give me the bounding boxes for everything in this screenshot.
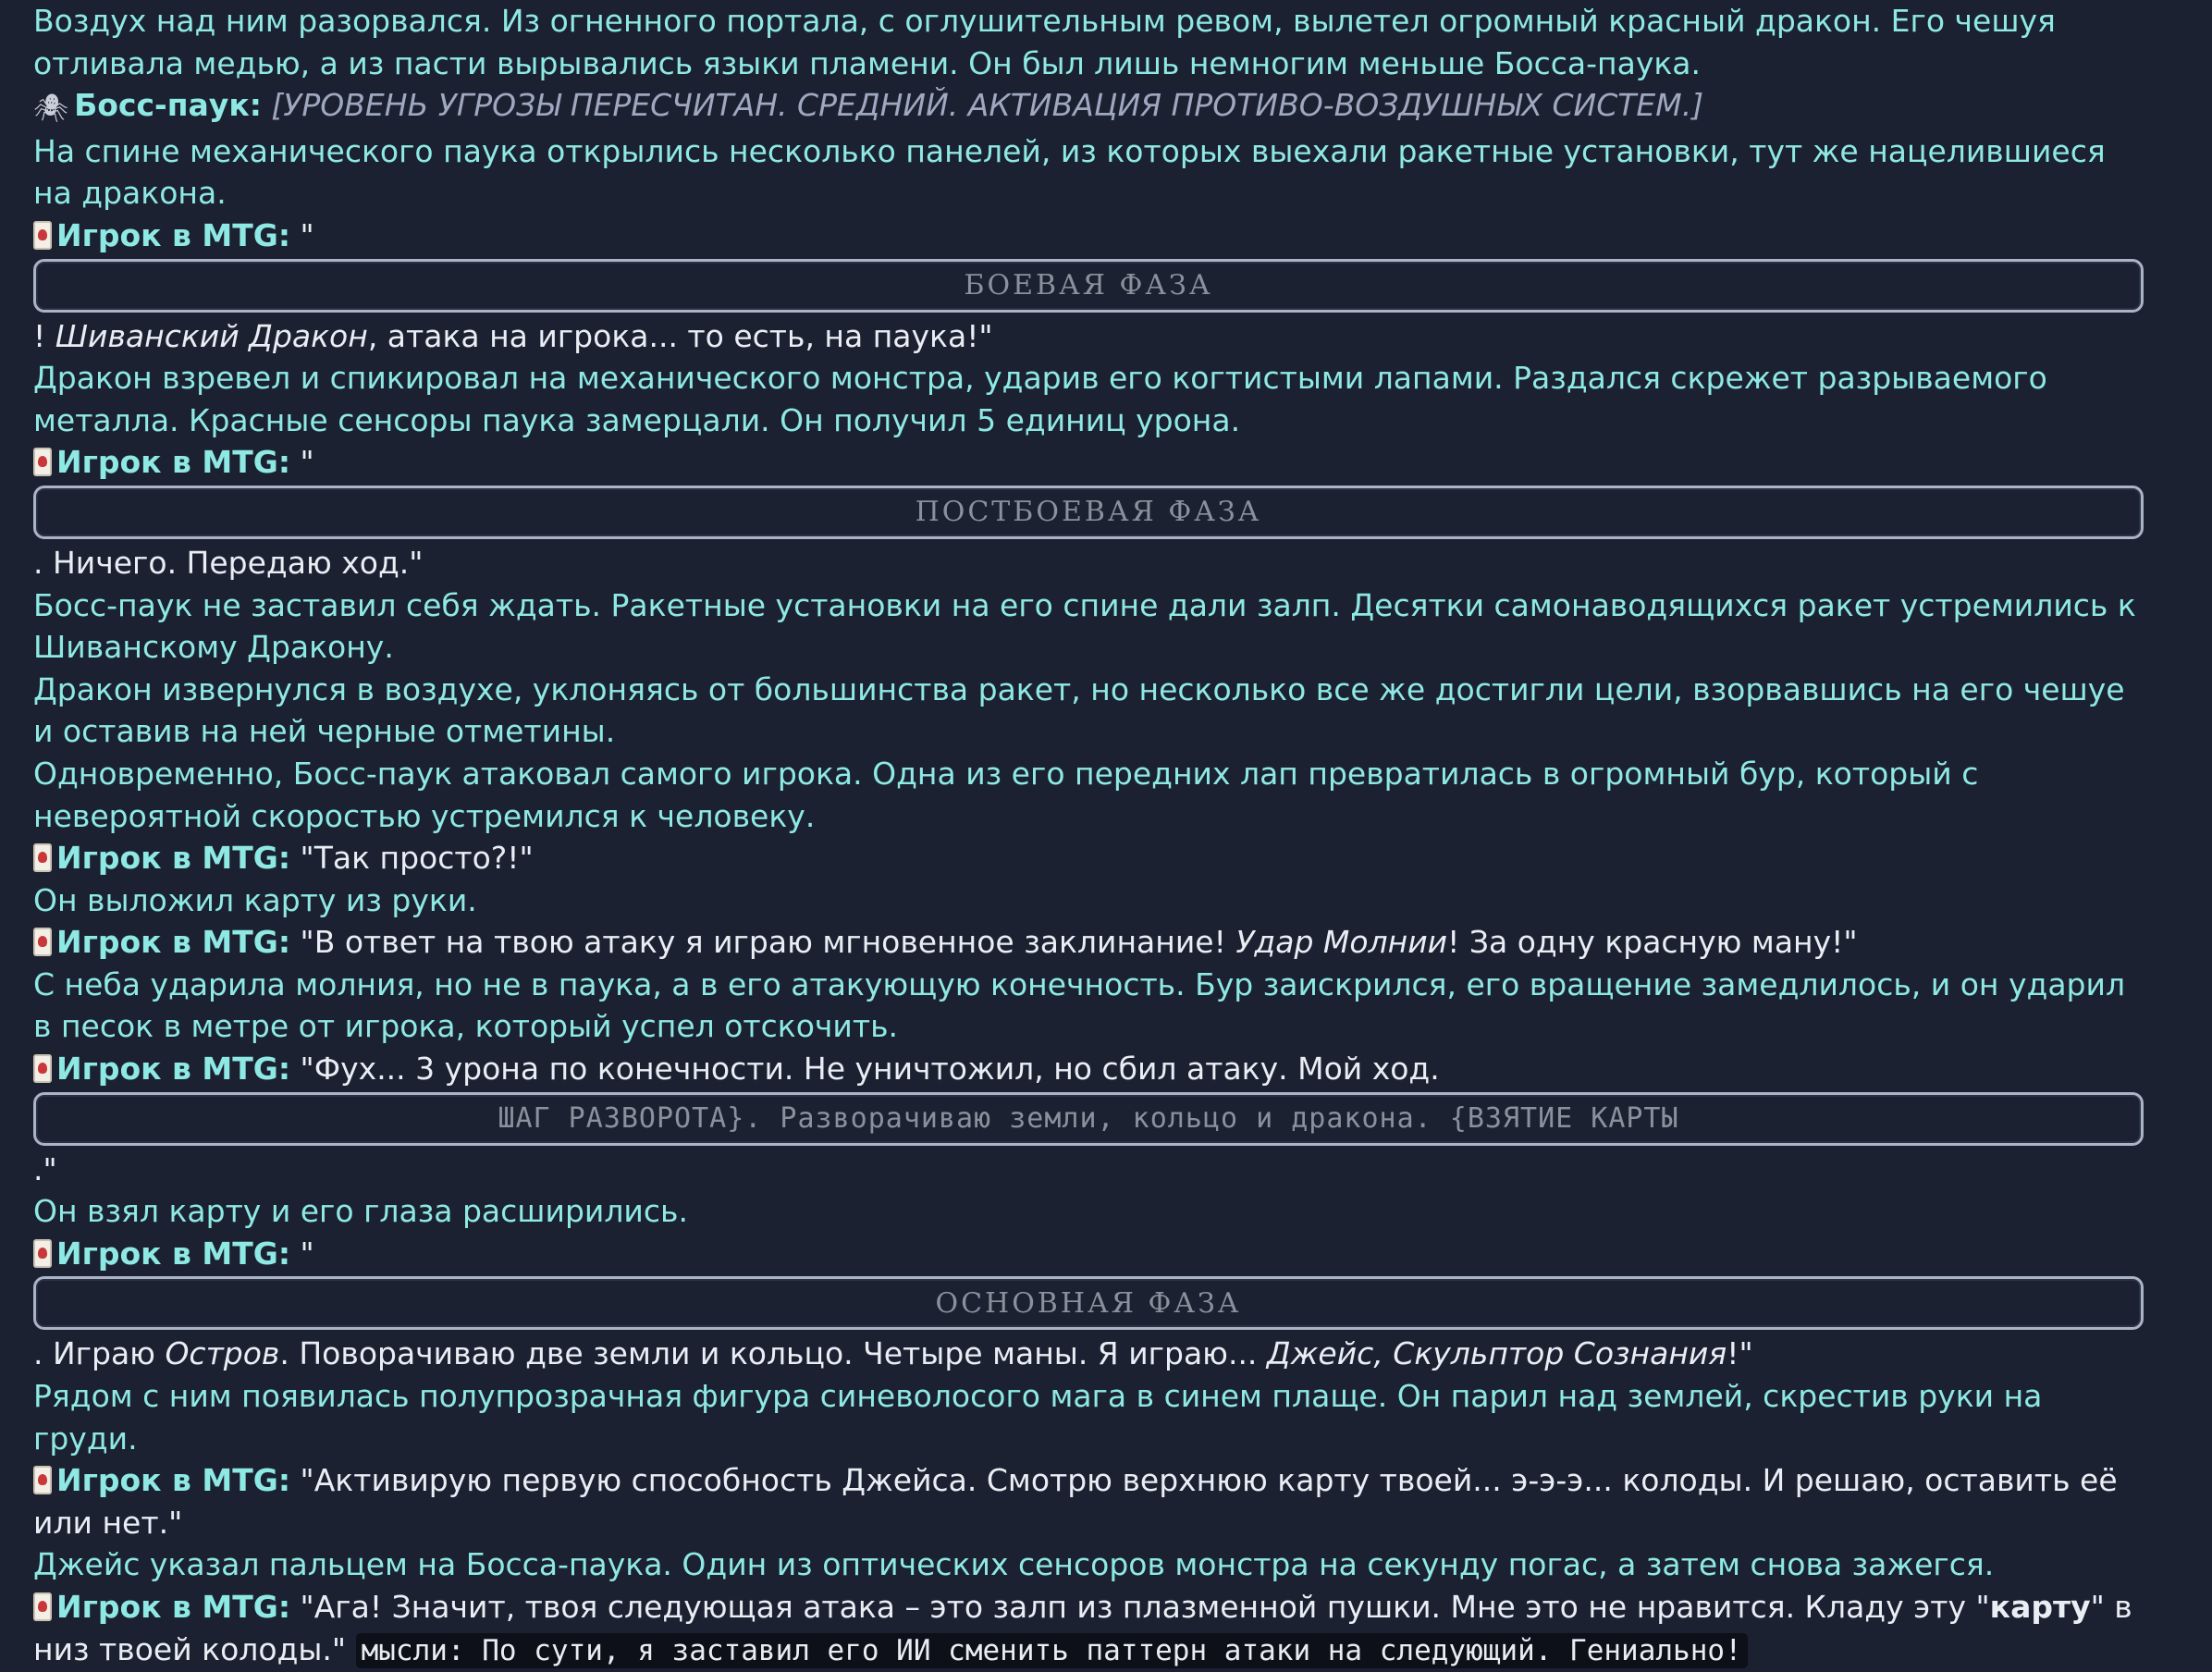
phase-box: ШАГ РАЗВОРОТА}. Разворачиваю земли, кольцо и дракона. {ВЗЯТИЕ КАРТЫ bbox=[33, 1092, 2144, 1146]
narration-line: Босс-паук не заставил себя ждать. Ракетные установки на его спине дали залп. Десятки самонаводящихся ракет устремились к Шиванскому Дракону. bbox=[33, 586, 2136, 666]
speaker-name: Игрок в MTG: bbox=[56, 840, 291, 877]
narration-line: С неба ударила молния, но не в паука, а в его атакующую конечность. Бур заискрился, его вращение замедлилось, и он ударил в песок в метре от игрока, который успел отскочить. bbox=[33, 965, 2126, 1045]
speaker-name: Игрок в MTG: bbox=[56, 216, 291, 253]
speaker-name: Босс-паук: bbox=[74, 87, 262, 124]
narration-line: Он взял карту и его глаза расширились. bbox=[33, 1193, 688, 1230]
speaker-name: Игрок в MTG: bbox=[56, 1462, 291, 1499]
narration-line: Он выложил карту из руки. bbox=[33, 881, 477, 918]
boss-message bbox=[33, 84, 2151, 130]
playing-card-icon bbox=[33, 1466, 52, 1494]
playing-card-icon bbox=[33, 1239, 52, 1268]
player-message: Игрок в MTG: "Активирую первую способность Джейса. Смотрю верхнюю карту твоей... э-э-э... колоды. И решаю, оставить её или нет." bbox=[33, 1462, 2118, 1541]
phase-box: БОЕВАЯ ФАЗА bbox=[33, 259, 2144, 313]
player-message: Игрок в MTG: "Ага! Значит, твоя следующая атака – это залп из плазменной пушки. Мне это не нравится. Кладу эту "карту" в низ твоей колоды." мысли: По сути, я заставил его ИИ сменить паттерн атаки на следующий. Гениально! bbox=[33, 1589, 2132, 1667]
player-message: Игрок в MTG: "Так просто?!" bbox=[33, 837, 2151, 879]
phase-box: ОСНОВНАЯ ФАЗА bbox=[33, 1276, 2144, 1330]
spider-icon: 🕷 bbox=[33, 92, 69, 126]
dialogue-line: . Ничего. Передаю ход." bbox=[33, 544, 424, 581]
playing-card-icon bbox=[33, 221, 52, 250]
dialogue-line: ." bbox=[33, 1150, 57, 1187]
playing-card-icon bbox=[33, 1054, 52, 1083]
player-message: Игрок в MTG: " bbox=[33, 215, 2151, 257]
player-message: Игрок в MTG: " bbox=[33, 1233, 2151, 1275]
playing-card-icon bbox=[33, 1592, 52, 1621]
player-message: Игрок в MTG: "Фух... 3 урона по конечности. Не уничтожил, но сбил атаку. Мой ход. bbox=[33, 1048, 2151, 1090]
narration-line: Дракон взревел и спикировал на механического монстра, ударив его когтистыми лапами. Раздался скрежет разрываемого металла. Красные сенсоры паука замерцали. Он получил 5 единиц урона. bbox=[33, 360, 2047, 438]
dialogue-line: . Играю Остров. Поворачиваю две земли и кольцо. Четыре маны. Я играю... Джейс, Скульптор Сознания!" bbox=[33, 1335, 1753, 1372]
playing-card-icon bbox=[33, 448, 52, 476]
dialogue-line: ! Шиванский Дракон, атака на игрока... то есть, на паука!" bbox=[33, 317, 993, 354]
speaker-name: Игрок в MTG: bbox=[56, 924, 291, 961]
speaker-name: Игрок в MTG: bbox=[56, 1235, 291, 1272]
narration-line: На спине механического паука открылись несколько панелей, из которых выехали ракетные установки, тут же нацелившиеся на дракона. bbox=[33, 132, 2106, 212]
playing-card-icon bbox=[33, 843, 52, 872]
speaker-name: Игрок в MTG: bbox=[56, 1051, 291, 1088]
phase-box: ПОСТБОЕВАЯ ФАЗА bbox=[33, 486, 2144, 539]
narration-line: Джейс указал пальцем на Босса-паука. Один из оптических сенсоров монстра на секунду погас, а затем снова зажегся. bbox=[33, 1546, 1995, 1583]
thought-code-block: мысли: По сути, я заставил его ИИ сменить паттерн атаки на следующий. Гениально! bbox=[356, 1633, 1748, 1668]
narration-line: Дракон извернулся в воздухе, уклоняясь от большинства ракет, но несколько все же достигли цели, взорвавшись на его чешуе и оставив на ней черные отметины. bbox=[33, 670, 2125, 750]
speaker-name: Игрок в MTG: bbox=[56, 444, 291, 481]
player-message: Игрок в MTG: "В ответ на твою атаку я играю мгновенное заклинание! Удар Молнии! За одну красную ману!" bbox=[33, 921, 2151, 964]
narration-line: Воздух над ним разорвался. Из огненного портала, с оглушительным ревом, вылетел огромный красный дракон. Его чешуя отливала медью, а из пасти вырывались языки пламени. Он был лишь немногим меньше Босса-паука. bbox=[33, 3, 2056, 81]
playing-card-icon bbox=[33, 928, 52, 956]
chat-log bbox=[33, 0, 2151, 1672]
narration-line: Одновременно, Босс-паук атаковал самого игрока. Одна из его передних лап превратилась в огромный бур, который с невероятной скоростью устремился к человеку. bbox=[33, 755, 1979, 834]
speaker-name: Игрок в MTG: bbox=[56, 1589, 291, 1625]
system-message: [УРОВЕНЬ УГРОЗЫ ПЕРЕСЧИТАН. СРЕДНИЙ. АКТИВАЦИЯ ПРОТИВО-ВОЗДУШНЫХ СИСТЕМ.] bbox=[271, 87, 1704, 124]
narration-line: Рядом с ним появилась полупрозрачная фигура синеволосого мага в синем плаще. Он парил над землей, скрестив руки на груди. bbox=[33, 1378, 2043, 1457]
player-message: Игрок в MTG: " bbox=[33, 441, 2151, 484]
